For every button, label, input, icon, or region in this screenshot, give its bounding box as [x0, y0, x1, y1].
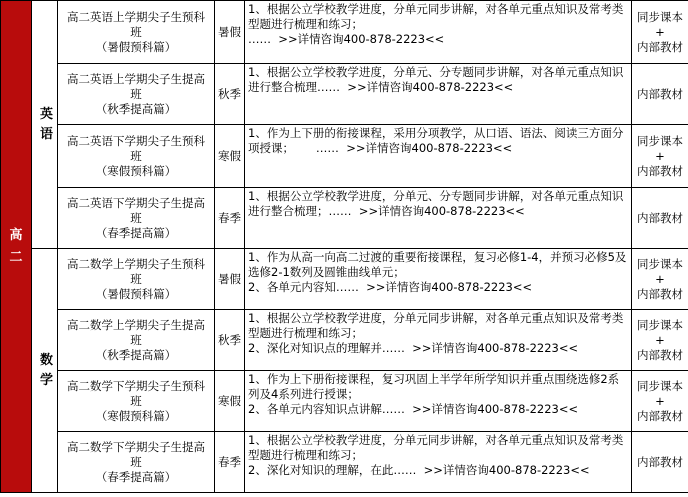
table-row [1, 371, 688, 432]
material-list [634, 211, 686, 226]
table-row [1, 1, 688, 64]
course-subtitle: （春季提高篇） [95, 225, 177, 240]
course-subtitle: （春季提高篇） [95, 469, 177, 484]
course-name: 高二英语上学期尖子生提高班 [67, 71, 205, 101]
material-line: + [655, 24, 665, 39]
description-cell: 1、作为从高一向高二过渡的重要衔接课程，复习必修1-4，并预习必修5及选修2-1数列及圆锥曲线单元； 2、各单元内容知…… >>详情咨询400-878-2223<< [245, 249, 632, 310]
season-cell: 暑假 [215, 1, 245, 64]
description-cell: 1、根据公立学校教学进度，分单元同步讲解，对各单元重点知识及常考类型题进行梳理和练习； 2、深化对知识点的理解并…… >>详情咨询400-878-2223<< [245, 310, 632, 371]
course-name-cell [58, 64, 215, 125]
material-cell [632, 125, 688, 188]
season-cell: 春季 [215, 188, 245, 249]
course-table-body [1, 1, 688, 493]
material-line: + [655, 393, 665, 408]
material-cell [632, 249, 688, 310]
material-line: 同步课本 [637, 9, 683, 24]
course-name: 高二英语上学期尖子生预科班 [67, 9, 205, 39]
course-subtitle: （暑假预科篇） [95, 286, 177, 301]
course-name-cell [58, 125, 215, 188]
material-line: + [655, 271, 665, 286]
grade-cell: 高二 [1, 1, 32, 493]
subject-cell-math: 数学 [32, 249, 58, 493]
material-line: 同步课本 [637, 317, 683, 332]
course-name: 高二数学下学期尖子生提高班 [67, 439, 205, 469]
season-cell: 寒假 [215, 371, 245, 432]
table-row [1, 310, 688, 371]
table-row [1, 188, 688, 249]
material-list [634, 87, 686, 102]
table-row [1, 125, 688, 188]
material-line: 内部教材 [637, 86, 683, 101]
course-name: 高二数学上学期尖子生预科班 [67, 256, 205, 286]
description-cell: 1、作为上下册衔接课程，复习巩固上半学年所学知识并重点围绕选修2系列及4系列进行授课； 2、各单元内容知识点讲解…… >>详情咨询400-878-2223<< [245, 371, 632, 432]
material-cell [632, 64, 688, 125]
material-line: 内部教材 [637, 347, 683, 362]
material-line: 内部教材 [637, 286, 683, 301]
course-name: 高二英语下学期尖子生提高班 [67, 195, 205, 225]
season-cell: 秋季 [215, 64, 245, 125]
description-cell: 1、根据公立学校教学进度，分单元、分专题同步讲解，对各单元重点知识进行整合梳理…… >>详情咨询400-878-2223<< [245, 64, 632, 125]
material-line: 内部教材 [637, 163, 683, 178]
course-subtitle: （暑假预科篇） [95, 39, 177, 54]
material-line: 同步课本 [637, 378, 683, 393]
material-line: 内部教材 [637, 454, 683, 469]
course-subtitle: （寒假预科篇） [95, 163, 177, 178]
description-cell: 1、根据公立学校教学进度，分单元同步讲解，对各单元重点知识及常考类型题进行梳理和练习； 2、深化对知识的理解，在此…… >>详情咨询400-878-2223<< [245, 432, 632, 493]
material-list [634, 134, 686, 179]
material-cell [632, 371, 688, 432]
course-name-cell [58, 249, 215, 310]
course-name-cell [58, 310, 215, 371]
table-row [1, 432, 688, 493]
material-line: 内部教材 [637, 39, 683, 54]
course-subtitle: （寒假预科篇） [95, 408, 177, 423]
material-list [634, 455, 686, 470]
material-line: + [655, 332, 665, 347]
course-name: 高二英语下学期尖子生预科班 [67, 133, 205, 163]
season-cell: 寒假 [215, 125, 245, 188]
material-cell [632, 432, 688, 493]
material-cell [632, 188, 688, 249]
material-line: 同步课本 [637, 256, 683, 271]
course-name-cell [58, 1, 215, 64]
material-line: 内部教材 [637, 408, 683, 423]
material-line: + [655, 148, 665, 163]
table-row [1, 64, 688, 125]
material-list [634, 379, 686, 424]
table-row [1, 249, 688, 310]
course-name: 高二数学上学期尖子生提高班 [67, 317, 205, 347]
material-list [634, 10, 686, 55]
material-list [634, 257, 686, 302]
subject-cell-english: 英语 [32, 1, 58, 249]
course-name-cell [58, 371, 215, 432]
course-subtitle: （秋季提高篇） [95, 347, 177, 362]
material-cell [632, 1, 688, 64]
material-line: 同步课本 [637, 133, 683, 148]
material-line: 内部教材 [637, 210, 683, 225]
course-subtitle: （秋季提高篇） [95, 101, 177, 116]
course-name-cell [58, 188, 215, 249]
season-cell: 春季 [215, 432, 245, 493]
material-list [634, 318, 686, 363]
course-name-cell [58, 432, 215, 493]
season-cell: 暑假 [215, 249, 245, 310]
material-cell [632, 310, 688, 371]
course-name: 高二数学下学期尖子生预科班 [67, 378, 205, 408]
description-cell: 1、作为上下册的衔接课程，采用分项教学，从口语、语法、阅读三方面分项授课； …… >>详情咨询400-878-2223<< [245, 125, 632, 188]
description-cell: 1、根据公立学校教学进度，分单元、分专题同步讲解，对各单元重点知识进行整合梳理；…… >>详情咨询400-878-2223<< [245, 188, 632, 249]
description-cell: 1、根据公立学校教学进度，分单元同步讲解，对各单元重点知识及常考类型题进行梳理和练习； …… >>详情咨询400-878-2223<< [245, 1, 632, 64]
season-cell: 秋季 [215, 310, 245, 371]
